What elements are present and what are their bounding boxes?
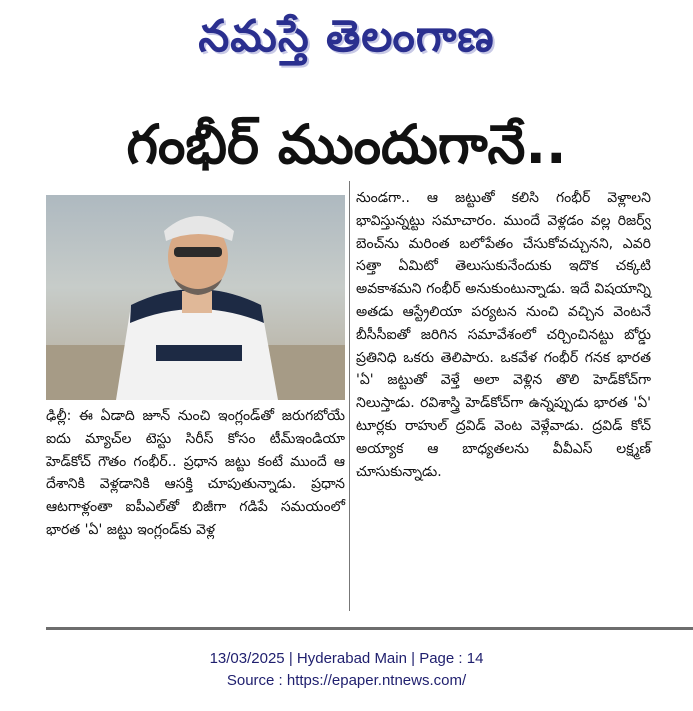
footer-divider	[46, 627, 693, 630]
footer-meta	[0, 648, 693, 670]
newspaper-masthead: నమస్తే తెలంగాణ	[198, 11, 495, 62]
footer-source	[0, 670, 693, 692]
article-column-right: నుండగా.. ఆ జట్టుతో కలిసి గంభీర్ వెళ్లాలని భావిస్తున్నట్టు సమాచారం. ముందే వెళ్లడం వల్ల రిజర్వ్ బెంచ్‌ను మరింత బలోపేతం చేసుకోవచ్చునని, ఎవరి సత్తా ఏమిటో తెలుసుకునేందుకు ఇదొక చక్కటి అవకాశమని గంభీర్ అనుకుంటున్నాడు. ఇదే విషయాన్ని అతడు ఆస్ట్రేలియా పర్యటన నుంచి వచ్చిన వెంటనే బీసీసీఐతో జరిగిన సమావేశంలో చర్చించినట్టు బోర్డు ప్రతినిధి ఒకరు తెలిపారు. ఒకవేళ గంభీర్ గనక భారత 'ఏ' జట్టుతో వెళ్తే అలా వెళ్లిన తొలి హెడ్‌కోచ్‌గా నిలుస్తాడు. రవిశాస్త్రి హెడ్‌కోచ్‌గా ఉన్నప్పుడు భారత 'ఏ' టూర్లకు రాహుల్ ద్రవిడ్ వెంట వెళ్లేవాడు. ద్రవిడ్ కోచ్ అయ్యాక ఆ బాధ్యతలను వీవీఎస్ లక్ష్మణ్ చూసుకున్నాడు.	[356, 187, 651, 483]
article-body	[46, 185, 651, 617]
footer-date: 13/03/2025	[209, 650, 285, 667]
footer-separator: |	[288, 650, 297, 667]
player-photo-illustration	[46, 195, 345, 400]
page-footer	[0, 648, 693, 692]
footer-separator: |	[411, 650, 420, 667]
article-column-left: ఢిల్లీ: ఈ ఏడాది జూన్ నుంచి ఇంగ్లండ్‌తో జరుగబోయే ఐదు మ్యాచ్‌ల టెస్టు సిరీస్ కోసం టీమ్‌ఇండియా హెడ్‌కోచ్ గౌతం గంభీర్.. ప్రధాన జట్టు కంటే ముందే ఆ దేశానికి వెళ్లడానికి ఆసక్తి చూపుతున్నాడు. ప్రధాన ఆటగాళ్లంతా ఐపీఎల్‌తో బిజీగా గడిపే సమయంలో భారత 'ఏ' జట్టు ఇంగ్లండ్‌కు వెళ్ల	[46, 408, 345, 538]
footer-page: Page : 14	[419, 650, 484, 667]
footer-edition: Hyderabad Main	[296, 650, 407, 667]
article-headline: గంభీర్ ముందుగానే..	[126, 113, 567, 176]
footer-source-label: Source :	[226, 672, 287, 689]
footer-source-url[interactable]: https://epaper.ntnews.com/	[286, 672, 467, 689]
article-photo	[46, 195, 345, 400]
